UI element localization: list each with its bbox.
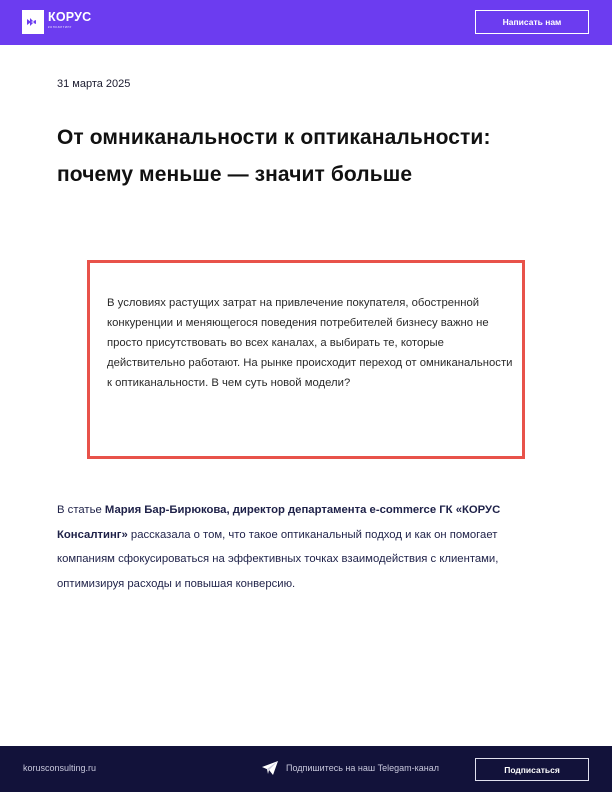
body-prefix: В статье	[57, 504, 105, 516]
telegram-icon[interactable]	[262, 761, 278, 775]
body-suffix: рассказала о том, что такое оптиканальный подход и как он помогает компаниям сфокусироваться на эффективных точках взаимодействия с клиентами, оптимизируя расходы и повышая конверсию.	[57, 528, 499, 591]
write-to-us-button[interactable]: Написать нам	[475, 10, 589, 34]
telegram-channel-link[interactable]: Подпишитесь на наш Telegam-канал	[286, 763, 439, 773]
page-footer	[0, 746, 612, 792]
article-lead-callout	[87, 260, 525, 459]
article-body	[57, 498, 557, 597]
korus-logo[interactable]	[22, 10, 91, 34]
subscribe-button[interactable]: Подписаться	[475, 758, 589, 781]
korus-logo-icon	[22, 10, 44, 34]
article-title: От омниканальности к оптиканальности: почему меньше — значит больше	[57, 126, 491, 186]
author-credit: Мария Бар-Бирюкова, директор департамента e-commerce ГК «КОРУС Консалтинг»	[57, 504, 501, 541]
article-date: 31 марта 2025	[57, 78, 131, 90]
logo-subtitle: консалтинг	[48, 25, 72, 29]
logo-name: КОРУС	[48, 10, 92, 24]
callout-text: В условиях растущих затрат на привлечение покупателя, обостренной конкуренции и меняющегося поведения потребителей бизнесу важно не просто присутствовать во всех каналах, а выбирать те, которые действительно работают. На рынке происходит переход от омниканальности к оптиканальности. В чем суть новой модели?	[107, 297, 513, 389]
site-link[interactable]: korusconsulting.ru	[23, 763, 97, 773]
top-header	[0, 0, 612, 45]
